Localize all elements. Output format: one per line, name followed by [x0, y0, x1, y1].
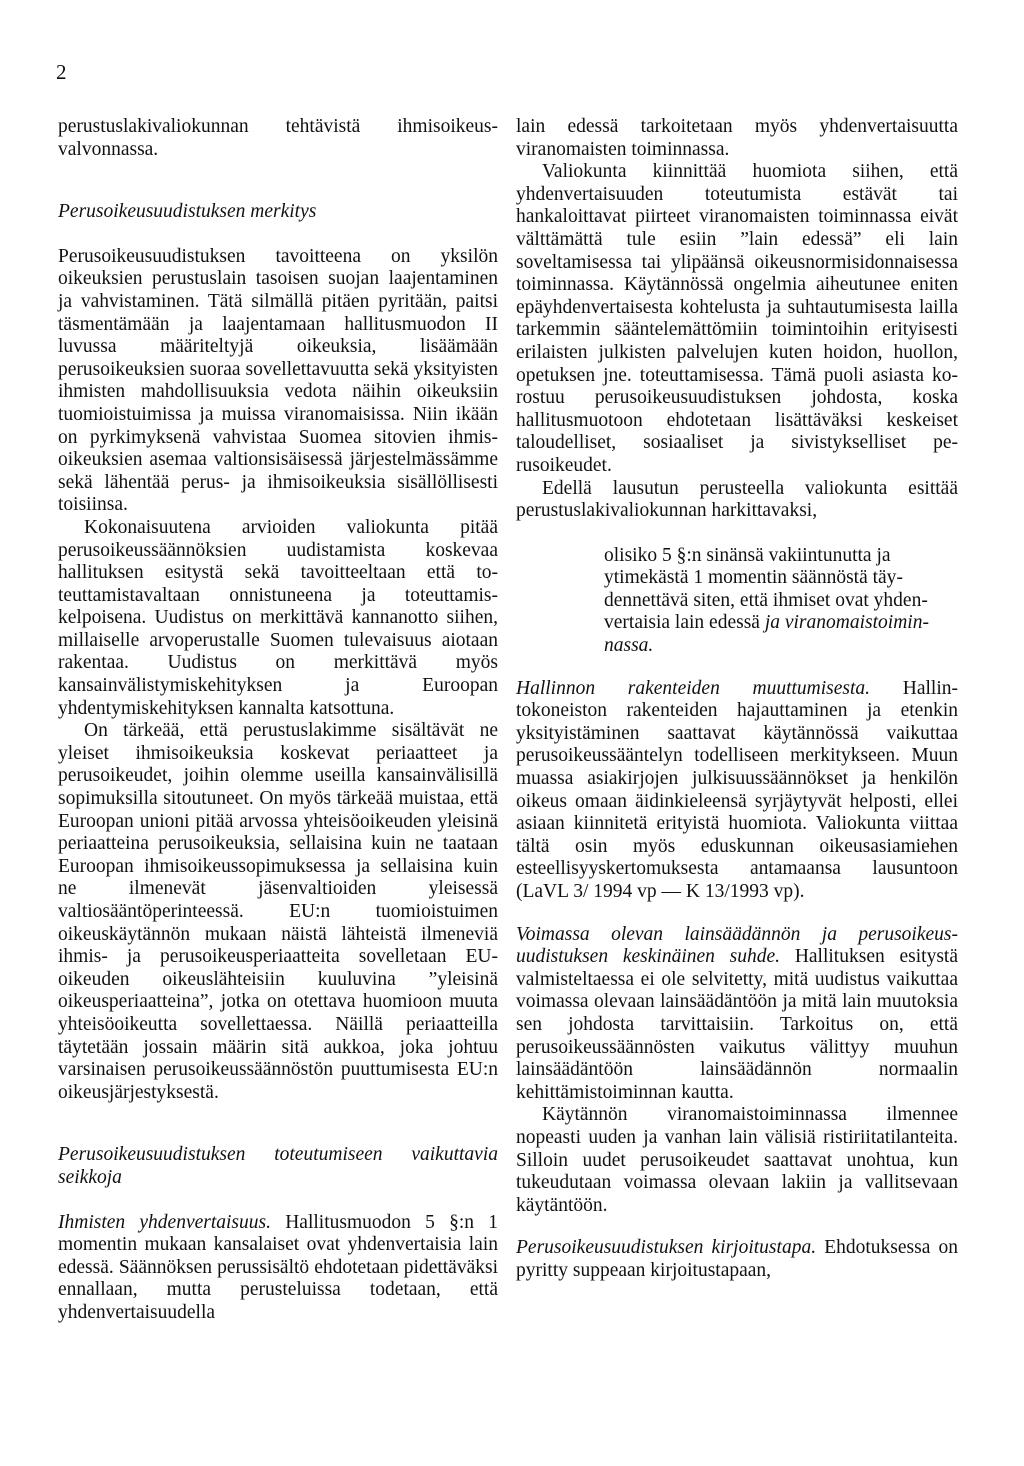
page-number: 2 [56, 60, 67, 84]
quote-italic-text: ja viranomaistoiminnassa. [604, 612, 929, 657]
paragraph-continued: lain edessä tarkoitetaan myös yhdenvertaisuutta viranomaisten toiminnassa. [516, 116, 958, 160]
run-in-heading: Hallinnon rakenteiden muuttumisesta. [516, 677, 871, 699]
paragraph-text: Ehdotuksessa on pyritty suppeaan kirjoitustapaan, [516, 1237, 959, 1281]
quote-text: olisiko 5 §:n sinänsä vakiintunutta ja ytimekästä 1 momentin säännöstä täydennettävä siten, että ihmiset ovat yhdenvertaisia lain edessä [604, 544, 928, 634]
paragraph-kirjoitustapa [516, 1237, 958, 1282]
run-in-heading: Ihmisten yhdenvertaisuus. [58, 1211, 271, 1233]
run-in-heading: Perusoikeusuudistuksen kirjoitustapa. [516, 1237, 817, 1259]
proposal-quote [604, 545, 958, 658]
run-in-heading: Voimassa olevan lainsäädännön ja perusoikeusuudistuksen keskinäinen suhde. [516, 923, 958, 968]
paragraph-text: Hallintokoneiston rakenteiden hajauttaminen ja etenkin yksityistäminen saattavat käytännössä vaikuttaa perusoikeussääntelyn todelliseen merkitykseen. Muun muassa asiakirjojen julkisuussäännökset ja henkilön oikeus omaan äidinkieleensä syrjäytyvät helposti, ellei asiaan kiinnitetä erityistä huomiota. Valiokunta viittaa tältä osin myös eduskunnan oikeusasiamiehen esteellisyyskertomuksesta antamaansa lausuntoon (LaVL 3/ 1994 vp — K 13/1993 vp). [516, 677, 958, 902]
paragraph: Käytännön viranomaistoiminnassa ilmennee nopeasti uuden ja vanhan lain välisiä ristiriitatilanteita. Silloin uudet perusoikeudet saattavat unohtua, kun tukeudutaan voimassa olevaan lakiin ja vallitsevaan käytäntöön. [516, 1104, 958, 1216]
paragraph-text: Hallituksen esitystä valmisteltaessa ei ole selvitetty, mitä uudistus vaikuttaa voimassa olevaan lainsäädäntöön ja mitä lain muutoksia sen johdosta tarvittaisiin. Tarkoitus on, että perusoikeussäännösten vaikutus välittyy muuhun lainsäädäntöön lainsäädännön normaalin kehittämistoiminnan kautta. [516, 946, 958, 1103]
paragraph: On tärkeää, että perustuslakimme sisältävät ne yleiset ihmisoikeuksia koskevat periaatteet ja perusoikeudet, joihin olemme useilla kansainvälisillä sopimuksilla sitoutuneet. On myös tärkeää muistaa, että Euroopan unioni pitää arvossa yhteisöoikeuden yleisinä periaatteina perusoikeuksia, sellaisina kuin ne taataan Euroopan ihmisoikeussopimuksessa ja sellaisina kuin ne ilmenevät jäsenvaltioiden yleisessä valtiosääntöperinteessä. EU:n tuomioistuimen oikeuskäytännön mukaan näistä lähteistä ilmeneviä ihmis- ja perusoikeusperiaatteita sovelletaan EU-oikeuden oikeuslähteisiin kuuluvina ”yleisinä oikeusperiaatteina”, jotka on otettava huomioon muuta yhteisöoikeutta sovellettaessa. Näillä periaatteilla täytetään jossain määrin sitä aukkoa, joka johtuu varsinaisen perusoikeussäännöstön puuttumisesta EU:n oikeusjärjestyksestä. [58, 720, 498, 1103]
section-heading-merkitys: Perusoikeusuudistuksen merkitys [58, 201, 317, 223]
paragraph: Perusoikeusuudistuksen tavoitteena on yksilön oikeuksien perustuslain tasoisen suojan laajentaminen ja vahvistaminen. Tätä silmällä pitäen pyritään, paitsi täsmentämään ja laajentamaan hallitusmuodon II luvussa määriteltyjä oikeuksia, lisäämään perusoikeuksien suoraa sovellettavuutta sekä yksityisten ihmisten mahdollisuuksia vedota näihin oikeuksiin tuomioistuimissa ja muissa viranomaisissa. Niin ikään on pyrkimyksenä vahvistaa Suomea sitovien ihmisoikeuksien asemaa valtionsisäisessä järjestelmässämme sekä lähentää perus- ja ihmisoikeuksia sisällöllisesti toisiinsa. [58, 245, 498, 516]
paragraph: Valiokunta kiinnittää huomiota siihen, että yhdenvertaisuuden toteutumista estävät tai hankaloittavat piirteet viranomaisten toiminnassa eivät välttämättä tule esiin ”lain edessä” eli lain soveltamisessa tai ylipäänsä oikeusnormisidonnaisessa toiminnassa. Käytännössä ongelmia aiheutunee eniten epäyhdenvertaisesta kohtelusta ja suhtautumisesta lailla tarkemmin sääntelemättömiin toimintoihin erityisesti erilaisten julkisten palvelujen kuten hoidon, huollon, opetuksen jne. toteuttamisessa. Tämä puoli asiasta korostuu perusoikeusuudistuksen johdosta, koska hallitusmuotoon ehdotetaan lisättäväksi keskeiset taloudelliset, sosiaaliset ja sivistykselliset perusoikeudet. [516, 161, 958, 476]
paragraph-hallinnon [516, 678, 958, 904]
paragraph-intro: perustuslakivaliokunnan tehtävistä ihmisoikeusvalvonnassa. [58, 116, 498, 160]
paragraph-yhdenvertaisuus [58, 1212, 498, 1325]
paragraph: Edellä lausutun perusteella valiokunta esittää perustuslakivaliokunnan harkittavaksi, [516, 477, 958, 522]
paragraph: Kokonaisuutena arvioiden valiokunta pitää perusoikeussäännöksien uudistamista koskevaa hallituksen esitystä sekä tavoitteeltaan että toteuttamistavaltaan onnistuneena ja toteuttamiskelpoisena. Uudistus on merkittävä kannanotto siihen, millaiselle arvoperustalle Suomen tulevaisuus aiotaan rakentaa. Uudistus on merkittävä myös kansainvälistymiskehityksen ja Euroopan yhdentymiskehityksen kannalta katsottuna. [58, 516, 498, 719]
section-heading-toteutumiseen: Perusoikeusuudistuksen toteutumiseen vaikuttavia seikkoja [58, 1144, 498, 1188]
right-column [516, 116, 958, 1283]
paragraph-lainsaadanto [516, 924, 958, 1105]
paragraph-text: Hallitusmuodon 5 §:n 1 momentin mukaan kansalaiset ovat yhdenvertaisia lain edessä. Säännöksen perussisältö ehdotetaan pidettäväksi ennallaan, mutta perusteluissa todetaan, että yhdenvertaisuudella [58, 1211, 498, 1323]
left-column [58, 116, 498, 1325]
